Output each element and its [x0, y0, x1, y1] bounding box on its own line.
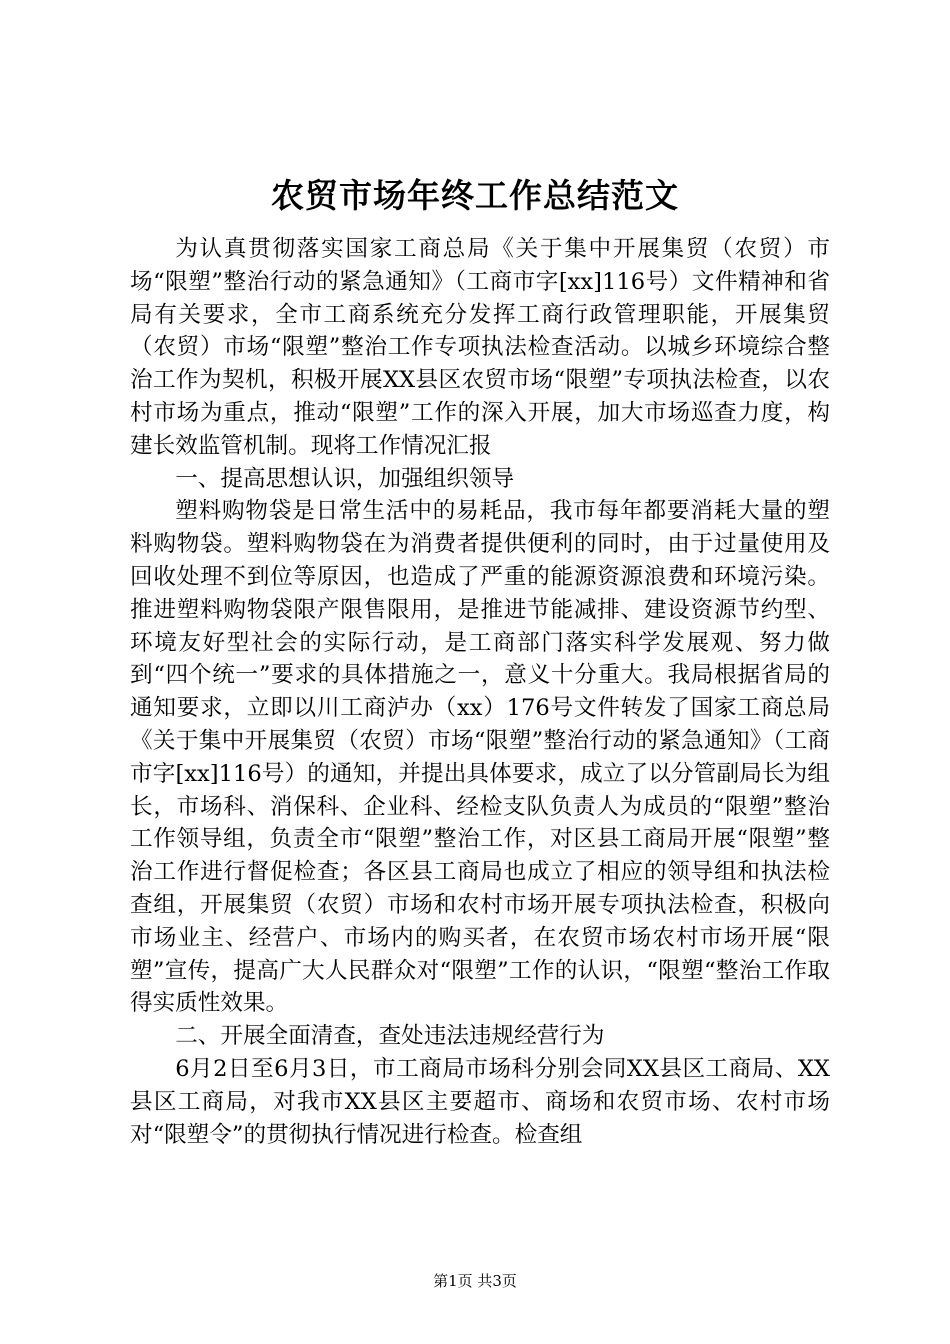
paragraph-section-2: 6月2日至6月3日，市工商局市场科分别会同XX县区工商局、XX县区工商局，对我市XX县区主要超市、商场和农贸市场、农村市场对“限塑令”的贯彻执行情况进行检查。检查组 — [130, 1055, 830, 1148]
section-heading-2: 二、开展全面清查，查处违法违规经营行为 — [175, 1023, 605, 1050]
paragraph-intro: 为认真贯彻落实国家工商总局《关于集中开展集贸（农贸）市场“限塑”整治行动的紧急通知》（工商市字[xx]116号）文件精神和省局有关要求，全市工商系统充分发挥工商行政管理职能，开展集贸（农贸）市场“限塑”整治工作专项执法检查活动。以城乡环境综合整治工作为契机，积极开展XX县区农贸市场“限塑”专项执法检查，以农村市场为重点，推动“限塑”工作的深入开展，加大市场巡查力度，构建长效监管机制。现将工作情况汇报 — [130, 236, 830, 459]
document-body — [130, 233, 830, 1151]
document-title: 农贸市场年终工作总结范文 — [271, 176, 679, 215]
page-footer: 第1页 共3页 — [433, 1272, 517, 1290]
paragraph-section-1: 塑料购物袋是日常生活中的易耗品，我市每年都要消耗大量的塑料购物袋。塑料购物袋在为消费者提供便利的同时，由于过量使用及回收处理不到位等原因，也造成了严重的能源资源浪费和环境污染。推进塑料购物袋限产限售限用，是推进节能减排、建设资源节约型、环境友好型社会的实际行动，是工商部门落实科学发展观、努力做到“四个统一”要求的具体措施之一，意义十分重大。我局根据省局的通知要求，立即以川工商泸办（xx）176号文件转发了国家工商总局《关于集中开展集贸（农贸）市场“限塑”整治行动的紧急通知》（工商市字[xx]116号）的通知，并提出具体要求，成立了以分管副局长为组长，市场科、消保科、企业科、经检支队负责人为成员的“限塑”整治工作领导组，负责全市“限塑”整治工作，对区县工商局开展“限塑”整治工作进行督促检查；各区县工商局也成立了相应的领导组和执法检查组，开展集贸（农贸）市场和农村市场开展专项执法检查，积极向市场业主、经营户、市场内的购买者，在农贸市场农村市场开展“限塑”宣传，提高广大人民群众对“限塑”工作的认识，“限塑“整治工作取得实质性效果。 — [130, 498, 830, 1017]
section-heading-1: 一、提高思想认识，加强组织领导 — [175, 465, 515, 492]
